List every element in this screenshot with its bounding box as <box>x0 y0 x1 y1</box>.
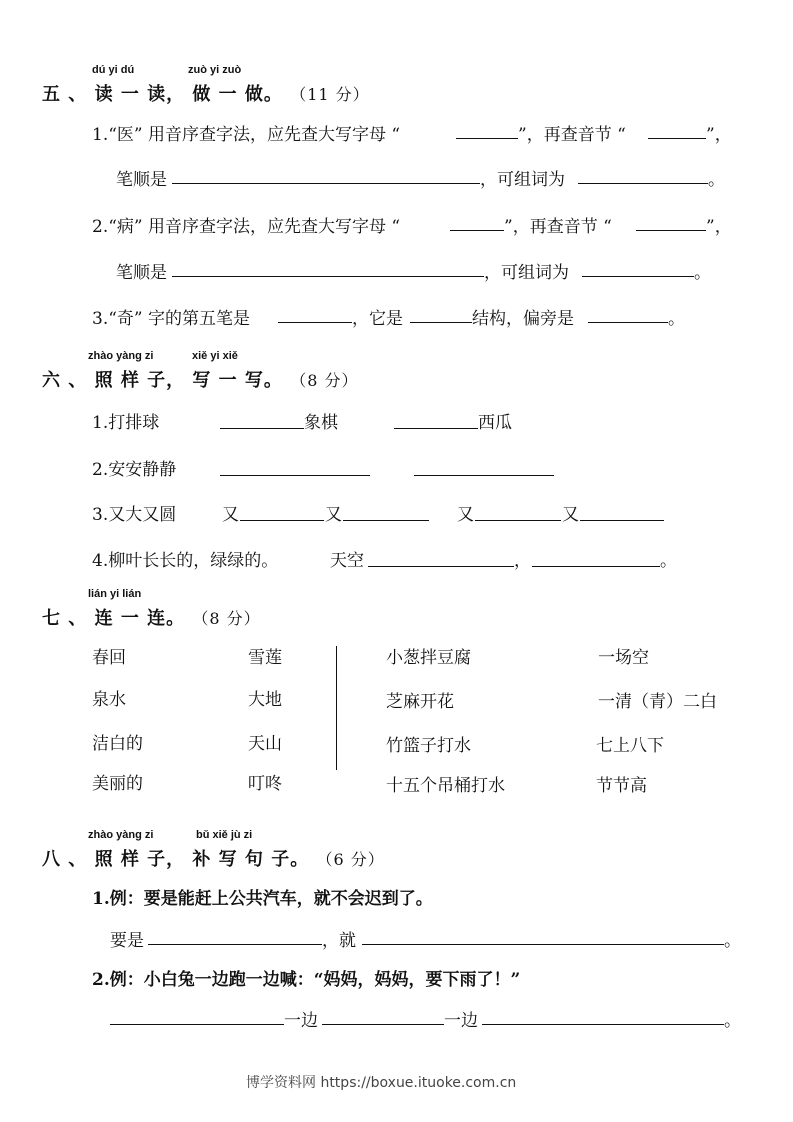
section-5-title-b: 做 一 做。 <box>192 84 283 105</box>
s5-q2-line1 <box>92 212 400 237</box>
s5-q3-end: 。 <box>668 309 685 329</box>
s8-q2-blank1[interactable] <box>110 1024 284 1025</box>
s5-q2-text3: ”， <box>706 217 732 237</box>
s6-q2-blank1[interactable] <box>220 475 370 476</box>
s5-q1-line1 <box>92 120 400 145</box>
s8-q2-num: 2. <box>92 970 110 990</box>
s5-q1-syllable-blank[interactable] <box>648 138 706 139</box>
s6-q4-ex: 柳叶长长的，绿绿的。 <box>108 551 279 571</box>
pinyin-xie-yi-xie: xiě yi xiě <box>192 350 238 362</box>
section-8-sep: 、 <box>68 849 88 870</box>
s5-q1-word-label: ，可组词为 <box>480 170 565 190</box>
s5-q3-text2: ，它是 <box>352 309 403 329</box>
s5-q3-structure-blank[interactable] <box>410 322 472 323</box>
s8-q1-blank2[interactable] <box>362 944 724 945</box>
s7-col4-item[interactable]: 一场空 <box>598 648 649 668</box>
s7-col1-item[interactable]: 泉水 <box>92 690 126 710</box>
s5-q1-stroke-blank[interactable] <box>172 183 480 184</box>
s6-q3-you-1: 又 <box>222 505 239 525</box>
s8-q1-blank1[interactable] <box>148 944 322 945</box>
s6-q1-word1: 象棋 <box>304 413 338 433</box>
s6-q4-blank2[interactable] <box>532 566 660 567</box>
s6-q4-comma: ， <box>514 551 531 571</box>
section-5-heading <box>42 80 370 106</box>
s7-col2-item[interactable]: 天山 <box>248 734 282 754</box>
s7-col1-item[interactable]: 美丽的 <box>92 774 143 794</box>
s6-q4-blank1[interactable] <box>368 566 514 567</box>
s5-q1-word-blank[interactable] <box>578 183 708 184</box>
section-7-score: （8 分） <box>192 609 261 628</box>
s7-col3-item[interactable]: 十五个吊桶打水 <box>386 776 505 796</box>
s7-col4-item[interactable]: 节节高 <box>596 776 647 796</box>
section-6-sep: 、 <box>68 370 88 391</box>
pinyin-lian-yi-lian: lián yi lián <box>88 588 142 600</box>
section-8-title-a: 照 样 子， <box>94 849 186 870</box>
s6-q3-blank2[interactable] <box>343 520 429 521</box>
s8-q1-end: 。 <box>724 931 741 951</box>
pinyin-zhao-yang-zi-2: zhào yàng zi <box>88 829 154 841</box>
section-5-sep: 、 <box>68 84 88 105</box>
s6-q3-example <box>92 500 176 525</box>
section-8-number: 八 <box>42 849 61 870</box>
s6-q1-num: 1. <box>92 413 109 433</box>
pinyin-du-yi-du: dú yi dú <box>92 64 135 76</box>
s6-q2-example <box>92 455 176 480</box>
section-6-title-a: 照 样 子， <box>94 370 186 391</box>
section-7-number: 七 <box>42 608 61 629</box>
s5-q1-text2: ”，再查音节 “ <box>518 125 626 145</box>
s8-q1-num: 1. <box>92 889 110 909</box>
s8-q1-a: 要是 <box>110 931 144 951</box>
s5-q3-text3: 结构，偏旁是 <box>472 309 574 329</box>
s6-q4-example <box>92 546 278 571</box>
s6-q2-blank2[interactable] <box>414 475 554 476</box>
s8-q2-blank3[interactable] <box>482 1024 724 1025</box>
section-8-title-b: 补 写 句 子。 <box>192 849 310 870</box>
s8-q1-example <box>92 884 433 909</box>
s8-q1-ex: 例：要是能赶上公共汽车，就不会迟到了。 <box>109 889 433 909</box>
s5-q2-end: 。 <box>694 263 711 283</box>
footer-watermark[interactable]: 博学资料网 https://boxue.ituoke.com.cn <box>246 1075 517 1091</box>
s5-q3-radical-blank[interactable] <box>588 322 668 323</box>
section-6-title-b: 写 一 写。 <box>192 370 283 391</box>
s6-q1-example <box>92 408 159 433</box>
s7-divider <box>336 646 337 770</box>
s5-q1-letter-blank[interactable] <box>456 138 518 139</box>
s5-q3-stroke-blank[interactable] <box>278 322 352 323</box>
s8-q2-blank2[interactable] <box>322 1024 444 1025</box>
s7-col2-item[interactable]: 叮咚 <box>248 774 282 794</box>
s6-q3-you-2: 又 <box>325 505 342 525</box>
s6-q1-blank2[interactable] <box>394 428 478 429</box>
s5-q1-text3: ”， <box>706 125 732 145</box>
s5-q2-word-label: ，可组词为 <box>484 263 569 283</box>
s7-col4-item[interactable]: 一清（青）二白 <box>598 692 717 712</box>
section-8-score: （6 分） <box>316 850 385 869</box>
s5-q1-num: 1. <box>92 125 109 145</box>
s6-q1-ex: 打排球 <box>108 413 160 433</box>
pinyin-zhao-yang-zi: zhào yàng zi <box>88 350 154 362</box>
pinyin-zuo-yi-zuo: zuò yi zuò <box>188 64 242 76</box>
s5-q2-syllable-blank[interactable] <box>636 230 706 231</box>
section-7-title: 连 一 连。 <box>94 608 186 629</box>
s7-col3-item[interactable]: 竹篮子打水 <box>386 736 471 756</box>
s5-q2-stroke-label: 笔顺是 <box>116 263 167 283</box>
s6-q2-num: 2. <box>92 460 109 480</box>
s5-q3-text1: “奇” 字的第五笔是 <box>108 309 251 329</box>
s8-q1-b: ，就 <box>322 931 356 951</box>
s5-q2-stroke-blank[interactable] <box>172 276 484 277</box>
s5-q2-text2: ”，再查音节 “ <box>504 217 612 237</box>
s6-q4-num: 4. <box>92 551 109 571</box>
s6-q3-ex: 又大又圆 <box>108 505 177 525</box>
section-7-sep: 、 <box>68 608 88 629</box>
s6-q3-blank4[interactable] <box>580 520 664 521</box>
s6-q3-blank3[interactable] <box>475 520 561 521</box>
s5-q1-stroke-label: 笔顺是 <box>116 170 167 190</box>
s6-q3-you-3: 又 <box>457 505 474 525</box>
s5-q1-end: 。 <box>708 170 725 190</box>
s7-col3-item[interactable]: 小葱拌豆腐 <box>386 648 471 668</box>
s5-q1-text1: “医” 用音序查字法，应先查大写字母 “ <box>108 125 401 145</box>
s8-q2-ex: 例：小白兔一边跑一边喊：“妈妈，妈妈，要下雨了！” <box>109 970 521 990</box>
section-5-title-a: 读 一 读， <box>94 84 186 105</box>
s8-q2-b: 一边 <box>444 1011 478 1031</box>
s6-q4-end: 。 <box>660 551 677 571</box>
s6-q3-you-4: 又 <box>562 505 579 525</box>
s5-q2-num: 2. <box>92 217 109 237</box>
s7-col4-item[interactable]: 七上八下 <box>596 736 664 756</box>
s5-q2-text1: “病” 用音序查字法，应先查大写字母 “ <box>108 217 401 237</box>
s5-q2-letter-blank[interactable] <box>450 230 504 231</box>
s8-q2-end: 。 <box>724 1011 741 1031</box>
s7-col3-item[interactable]: 芝麻开花 <box>386 692 454 712</box>
section-6-heading <box>42 366 359 392</box>
section-6-number: 六 <box>42 370 61 391</box>
pinyin-bu-xie-ju-zi: bǔ xiě jù zi <box>196 829 253 841</box>
section-6-score: （8 分） <box>290 371 359 390</box>
section-8-heading <box>42 845 385 871</box>
s6-q3-blank1[interactable] <box>240 520 324 521</box>
s6-q2-ex: 安安静静 <box>108 460 177 480</box>
s6-q3-num: 3. <box>92 505 109 525</box>
s5-q3-line <box>92 304 250 329</box>
s6-q1-blank1[interactable] <box>220 428 304 429</box>
section-5-number: 五 <box>42 84 61 105</box>
s8-q2-example <box>92 965 520 990</box>
section-5-score: （11 分） <box>290 85 370 104</box>
s6-q1-word2: 西瓜 <box>478 413 512 433</box>
s7-col2-item[interactable]: 雪莲 <box>248 648 282 668</box>
s7-col1-item[interactable]: 春回 <box>92 648 126 668</box>
s8-q2-a: 一边 <box>284 1011 318 1031</box>
s7-col2-item[interactable]: 大地 <box>248 690 282 710</box>
s6-q4-word: 天空 <box>330 551 364 571</box>
s5-q2-word-blank[interactable] <box>582 276 694 277</box>
s7-col1-item[interactable]: 洁白的 <box>92 734 143 754</box>
section-7-heading <box>42 604 261 630</box>
s5-q3-num: 3. <box>92 309 109 329</box>
